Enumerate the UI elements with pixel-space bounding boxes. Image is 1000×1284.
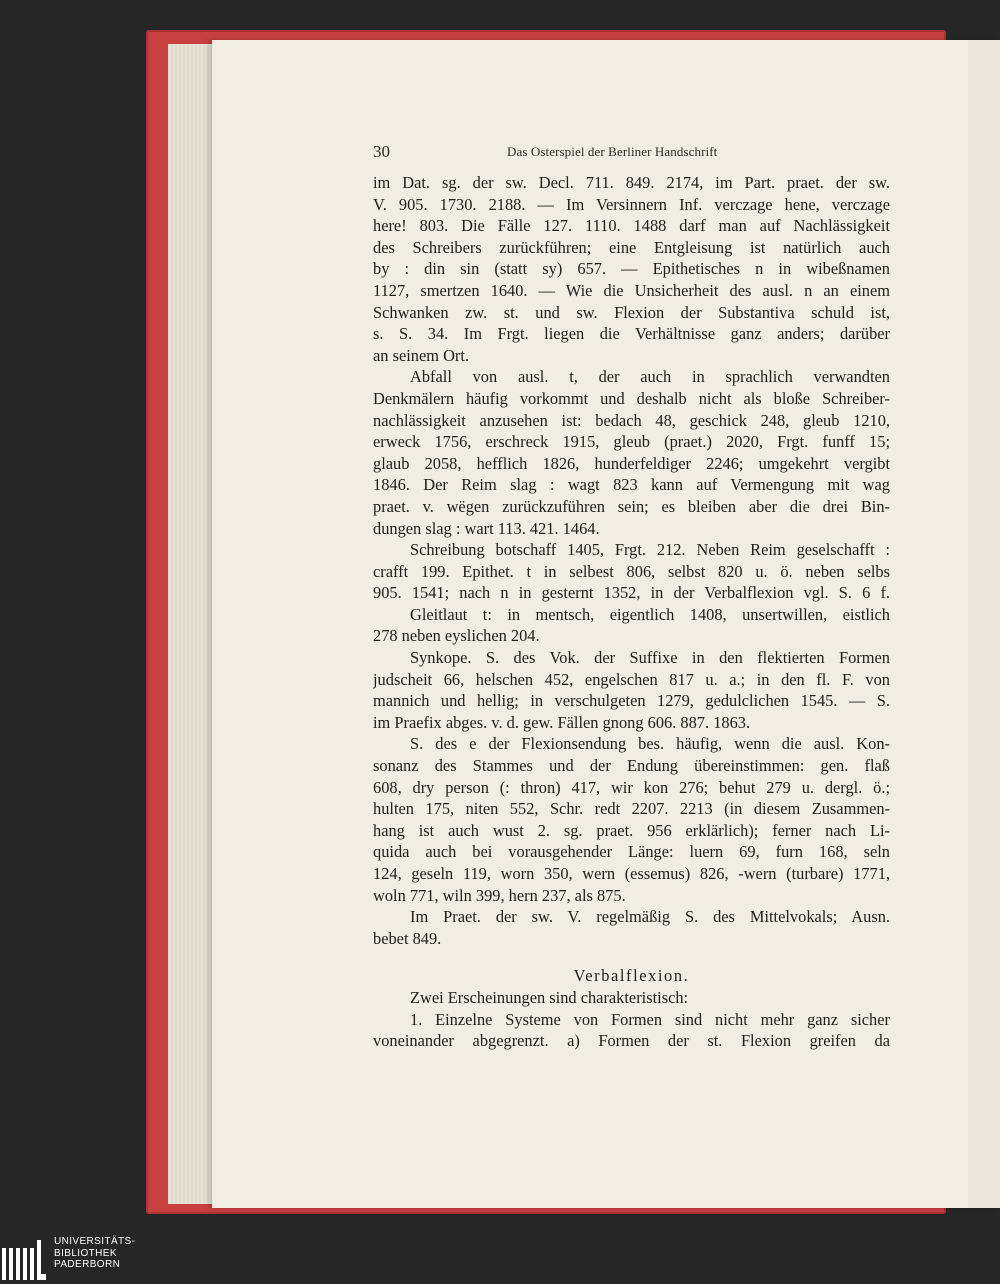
text-line: glaub 2058, hefflich 1826, hunderfeldiger 2246; umgekehrt vergibt [373,453,890,473]
text-line: Im Praet. der sw. V. regelmäßig S. des Mittelvokals; Ausn. [410,907,890,927]
logo-line-3: PADERBORN [54,1259,121,1270]
text-line: 278 neben eyslichen 204. [373,626,540,646]
text-line: quida auch bei vorausgehender Länge: luern 69, furn 168, seln [373,842,890,862]
text-line: nachlässigkeit anzusehen ist: bedach 48, geschick 248, gleub 1210, [373,410,890,430]
text-line: im Dat. sg. der sw. Decl. 711. 849. 2174, im Part. praet. der sw. [373,173,890,192]
logo-text [54,1236,135,1271]
text-line: Denkmälern häufig vorkommt und deshalb nicht als bloße Schreiber- [373,388,890,408]
page-number: 30 [373,142,390,161]
text-line: praet. v. wëgen zurückzuführen sein; es bleiben aber die drei Bin- [373,496,890,516]
text-line: erweck 1756, erschreck 1915, gleub (praet.) 2020, Frgt. funff 15; [373,432,890,452]
text-line: 905. 1541; nach n in gesternt 1352, in der Verbalflexion vgl. S. 6 f. [373,583,890,603]
text-line: 608, dry person (: thron) 417, wir kon 276; behut 279 u. dergl. ö.; [373,777,890,797]
text-line: judscheit 66, helschen 452, engelschen 817 u. a.; in den fl. F. von [373,669,890,689]
text-line: Zwei Erscheinungen sind charakteristisch: [410,987,689,1007]
body-text [373,172,890,1052]
logo-line-1: UNIVERSITÄTS- [54,1236,136,1247]
text-line: Gleitlaut t: in mentsch, eigentlich 1408, unsertwillen, eistlich [410,604,890,624]
text-line: Synkope. S. des Vok. der Suffixe in den flektierten Formen [410,648,890,668]
text-line [373,949,890,965]
text-line: Schreibung botschaff 1405, Frgt. 212. Neben Reim geselschafft : [410,540,890,560]
text-line: hulten 175, niten 552, Schr. redt 2207. 2213 (in diesem Zusammen- [373,799,890,819]
text-line: des Schreibers zurückführen; eine Entgleisung ist natürlich auch [373,237,890,257]
text-line: S. des e der Flexionsendung bes. häufig, wenn die ausl. Kon- [410,734,890,754]
text-line: Schwanken zw. st. und sw. Flexion der Substantiva schuld ist, [373,302,890,322]
running-title: Das Osterspiel der Berliner Handschrift [507,144,718,159]
text-line: 1. Einzelne Systeme von Formen sind nicht mehr ganz sicher [410,1009,890,1029]
text-line: Abfall von ausl. t, der auch in sprachlich verwandten [410,367,890,387]
text-line: crafft 199. Epithet. t in selbest 806, selbst 820 u. ö. neben selbs [373,561,890,581]
running-head [373,142,893,166]
text-line: by : din sin (statt sy) 657. — Epithetisches n in wibeßnamen [373,259,890,279]
text-line: dungen slag : wart 113. 421. 1464. [373,518,600,538]
text-line: im Praefix abges. v. d. gew. Fällen gnong 606. 887. 1863. [373,712,751,732]
logo-line-2: BIBLIOTHEK [54,1247,117,1259]
text-line: sonanz des Stammes und der Endung übereinstimmen: gen. flaß [373,756,890,776]
text-line: s. S. 34. Im Frgt. liegen die Verhältnisse ganz anders; darüber [373,324,890,344]
text-line: hang ist auch wust 2. sg. praet. 956 erklärlich); ferner nach Li- [373,820,890,840]
text-line: 1127, smertzen 1640. — Wie die Unsicherheit des ausl. n an einem [373,280,890,300]
page-edges [168,44,218,1204]
text-line: woln 771, wiln 399, hern 237, als 875. [373,885,626,905]
text-line: V. 905. 1730. 2188. — Im Versinnern Inf. verczage hene, verczage [373,194,890,214]
library-logo [0,1232,160,1284]
facing-page-edge [968,40,1000,1208]
text-line: voneinander abgegrenzt. a) Formen der st. Flexion greifen da [373,1031,890,1051]
text-line: here! 803. Die Fälle 127. 1110. 1488 darf man auf Nachlässigkeit [373,216,890,236]
text-line: an seinem Ort. [373,345,470,365]
text-line: bebet 849. [373,928,442,948]
text-line: mannich und hellig; in verschulgeten 1279, gedulclichen 1545. — S. [373,691,890,711]
text-line: 1846. Der Reim slag : wagt 823 kann auf Vermengung mit wag [373,475,890,495]
text-line: 124, geseln 119, worn 350, wern (essemus) 826, -wern (turbare) 1771, [373,864,890,883]
text-line: Verbalflexion. [573,966,690,986]
logo-bars-icon [2,1240,46,1280]
